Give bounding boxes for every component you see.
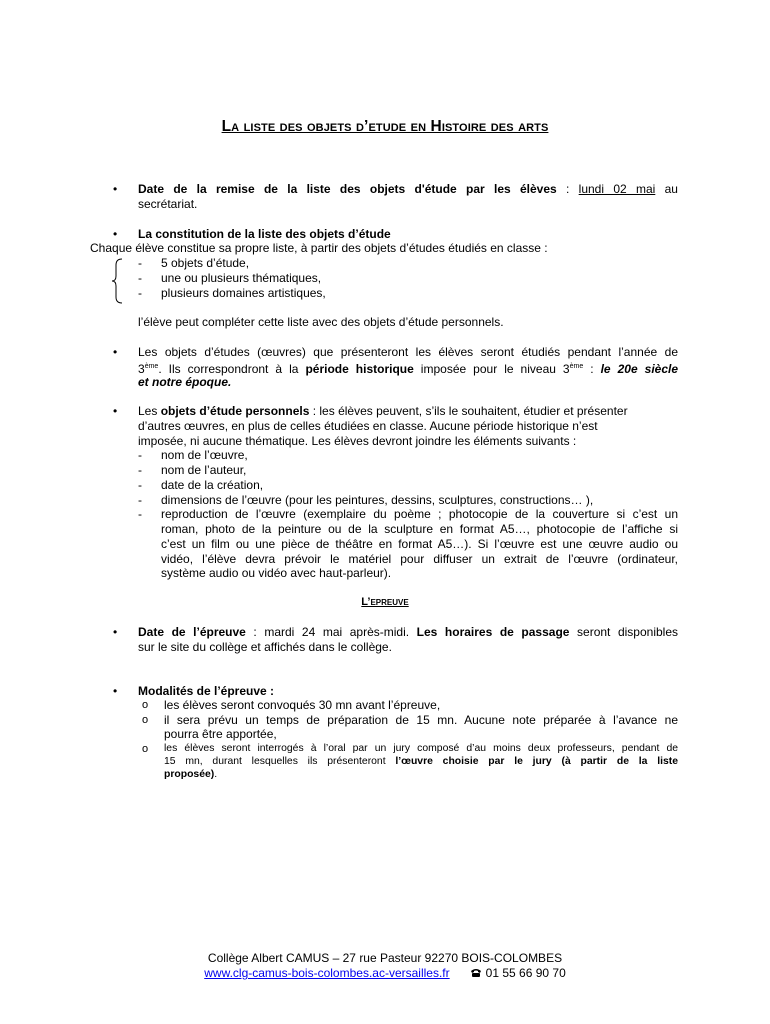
phone-number: 01 55 66 90 70 [485, 966, 566, 980]
constitution-note: l’élève peut compléter cette liste avec des objets d’étude personnels. [138, 315, 504, 329]
objets-line3: et notre époque. [138, 375, 232, 389]
text-fragment: seront disponibles [569, 625, 679, 639]
footer-contact [0, 966, 770, 981]
text-fragment: . [214, 769, 218, 780]
dash-icon: - [138, 448, 142, 462]
periode-historique: période historique [305, 362, 414, 376]
periode-emphasis: le 20e siècle [600, 362, 679, 376]
list-item: nom de l’auteur, [161, 463, 247, 477]
epreuve-heading: L’epreuve [361, 596, 409, 608]
list-item: dimensions de l’œuvre (pour les peintures, dessins, sculptures, constructions… ), [161, 493, 594, 507]
dash-icon: - [138, 256, 142, 270]
modalite-item: les élèves seront interrogés à l’oral par un jury composé d’au moins deux professeurs, pendant de [164, 743, 678, 754]
circle-bullet-icon: o [142, 743, 149, 755]
list-item: date de la création, [161, 478, 264, 492]
epreuve-line2: sur le site du collège et affichés dans le collège. [138, 640, 392, 654]
bullet-icon: • [113, 684, 118, 698]
modalites-heading: Modalités de l’épreuve : [138, 684, 275, 698]
remise-date: lundi 02 mai [578, 182, 656, 196]
horaires-label: Les horaires de passage [416, 625, 570, 639]
circle-bullet-icon: o [142, 699, 149, 711]
bullet-icon: • [113, 345, 118, 359]
circle-bullet-icon: o [142, 714, 149, 726]
website-link[interactable]: www.clg-camus-bois-colombes.ac-versailles.fr [204, 966, 450, 980]
phone-icon [470, 968, 482, 978]
text-fragment: imposée pour le niveau 3 [413, 362, 570, 376]
modalite-item: les élèves seront convoqués 30 mn avant l’épreuve, [164, 698, 441, 712]
remise-sep: : [556, 182, 579, 196]
footer-address: Collège Albert CAMUS – 27 rue Pasteur 92270 BOIS-COLOMBES [207, 951, 563, 965]
dash-icon: - [138, 493, 142, 507]
repro-line: roman, photo de la peinture ou de la sculpture en format A5…, photocopie de l’affiche si [161, 522, 678, 536]
list-item: nom de l’œuvre, [161, 448, 248, 462]
list-item: une ou plusieurs thématiques, [161, 271, 322, 285]
repro-line: reproduction de l’œuvre (exemplaire du poème ; photocopie de la couverture si c’est un [161, 507, 678, 521]
modalite-item-cont [164, 768, 217, 782]
repro-line: c’est un film ou une pièce de théâtre en format A5…). Si l’œuvre est une œuvre audio ou [161, 537, 678, 551]
dash-icon: - [138, 478, 142, 492]
superscript: ème [144, 363, 159, 370]
epreuve-date-label: Date de l’épreuve [138, 625, 246, 639]
remise-date-line [138, 182, 678, 197]
bullet-icon: • [113, 404, 118, 418]
dash-icon: - [138, 271, 142, 285]
oeuvre-choisie: l’œuvre choisie par le jury (à partir de la liste [395, 756, 678, 767]
list-item: 5 objets d’étude, [161, 256, 250, 270]
text-fragment: : les élèves peuvent, s’ils le souhaitent, étudier et présenter [309, 404, 628, 418]
constitution-heading: La constitution de la liste des objets d’étude [138, 227, 391, 241]
text-fragment: 3 [138, 362, 145, 376]
brace-icon [112, 258, 124, 304]
modalite-item-cont: pourra être apportée, [164, 727, 277, 741]
perso-line1 [138, 404, 628, 419]
superscript: ème [569, 363, 584, 370]
repro-line: vidéo, l’élève devra prévoir le matériel pour diffuser un extrait de l’œuvre (ordinateur, [161, 552, 678, 566]
remise-tail: au [655, 182, 678, 196]
page-title: La liste des objets d’etude en Histoire des arts [221, 118, 549, 135]
constitution-intro: Chaque élève constitue sa propre liste, à partir des objets d’études étudiés en classe : [90, 241, 548, 255]
dash-icon: - [138, 463, 142, 477]
perso-line2: d’autres œuvres, en plus de celles étudiées en classe. Aucune période historique n’est [138, 419, 598, 433]
text-fragment: proposée) [164, 769, 215, 780]
text-fragment: Les [138, 404, 161, 418]
bullet-icon: • [113, 227, 118, 241]
bullet-icon: • [113, 625, 118, 639]
objets-perso-label: objets d’étude personnels [160, 404, 310, 418]
epreuve-date-line [138, 625, 678, 640]
remise-label: Date de la remise de la liste des objets d'étude par les élèves [138, 182, 557, 196]
modalite-item-cont [164, 755, 678, 769]
text-fragment: 15 mn, durant lesquelles ils présenteront [164, 756, 396, 767]
list-item: plusieurs domaines artistiques, [161, 286, 326, 300]
text-fragment: : [583, 362, 601, 376]
bullet-icon: • [113, 182, 118, 196]
repro-line: système audio ou vidéo avec haut-parleur). [161, 566, 392, 580]
modalite-item: il sera prévu un temps de préparation de 15 mn. Aucune note préparée à l’avance ne [164, 713, 678, 727]
text-fragment: : mardi 24 mai après-midi. [245, 625, 417, 639]
objets-line1: Les objets d’études (œuvres) que présenteront les élèves seront étudiés pendant l’année de [138, 345, 678, 359]
remise-line2: secrétariat. [138, 197, 198, 211]
dash-icon: - [138, 507, 142, 521]
dash-icon: - [138, 286, 142, 300]
perso-line3: imposée, ni aucune thématique. Les élèves devront joindre les éléments suivants : [138, 434, 577, 448]
text-fragment: . Ils correspondront à la [158, 362, 306, 376]
